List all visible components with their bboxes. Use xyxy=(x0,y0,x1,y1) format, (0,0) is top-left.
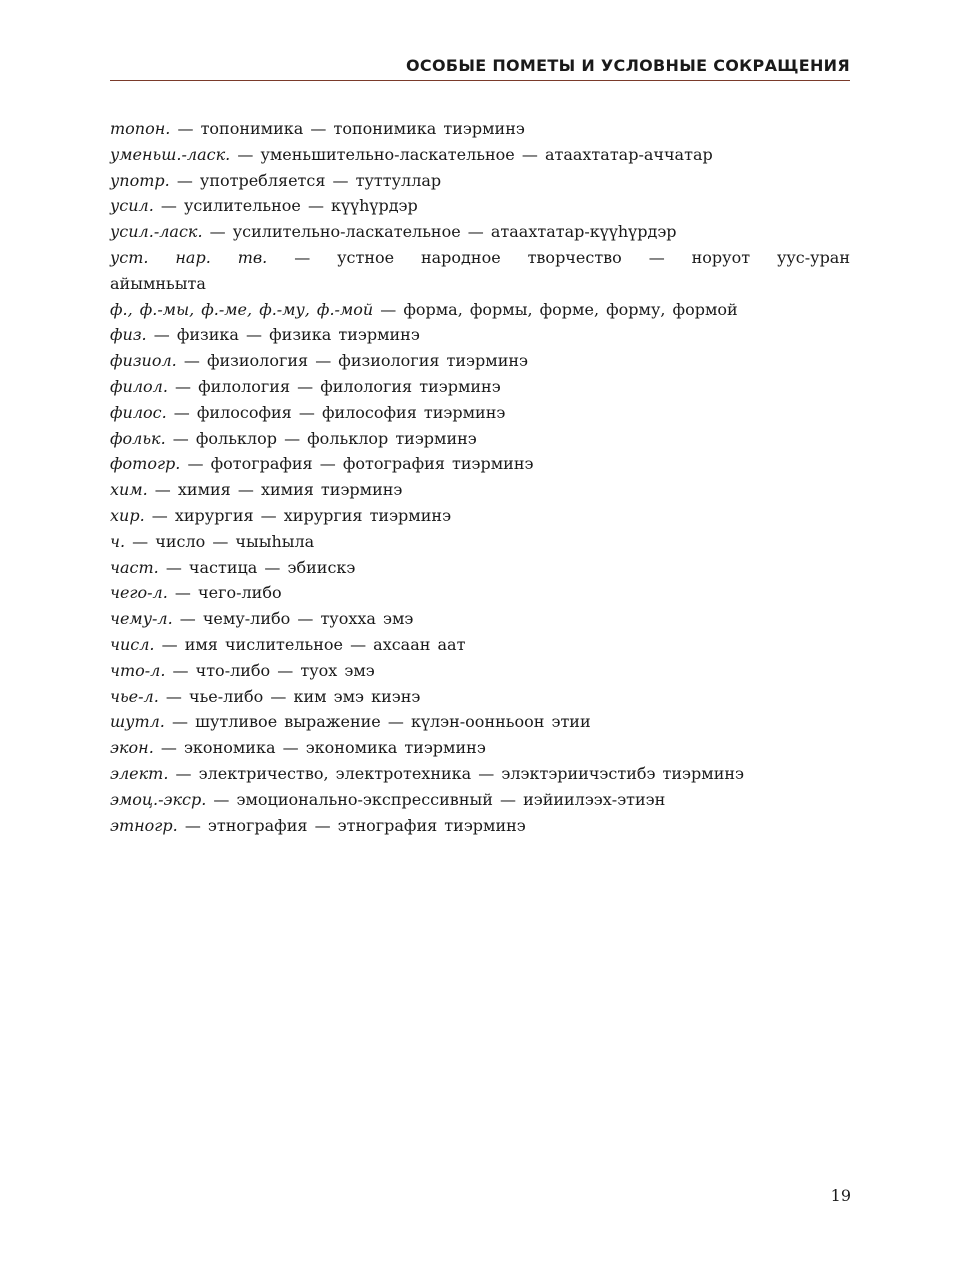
entry-dash: — xyxy=(297,609,314,629)
entry-dash: — xyxy=(270,686,287,706)
entry-sakha: филология тиэрминэ xyxy=(320,376,501,396)
entry-dash: — xyxy=(499,789,516,809)
entry-sakha: философия тиэрминэ xyxy=(321,402,506,422)
list-item xyxy=(110,142,850,168)
list-item xyxy=(110,168,850,194)
entry-sakha: хирургия тиэрминэ xyxy=(283,505,452,525)
entry-abbreviation: физиол. xyxy=(110,351,177,371)
entry-russian: химия xyxy=(177,480,231,500)
entry-abbreviation: числ. xyxy=(110,634,155,654)
list-item xyxy=(110,709,850,735)
entry-dash: — xyxy=(184,815,201,835)
list-item xyxy=(110,813,850,839)
list-item xyxy=(110,322,850,348)
entry-dash: — xyxy=(478,763,495,783)
entry-russian: форма, формы, форме, форму, формой xyxy=(403,299,738,319)
entry-dash: — xyxy=(387,712,404,732)
entry-russian: имя числительное xyxy=(184,634,343,654)
list-item xyxy=(110,348,850,374)
entry-sakha: ахсаан аат xyxy=(373,634,466,654)
entry-sakha: туох эмэ xyxy=(300,660,375,680)
entry-sakha: эбиискэ xyxy=(287,557,356,577)
entry-russian: фотография xyxy=(210,454,313,474)
entry-russian: чье-либо xyxy=(189,686,264,706)
entry-russian: эмоционально-экспрессивный xyxy=(236,789,493,809)
entry-sakha: этнография тиэрминэ xyxy=(337,815,526,835)
entry-abbreviation: уменьш.-ласк. xyxy=(110,144,231,164)
list-item xyxy=(110,451,850,477)
entry-abbreviation: эмоц.-экср. xyxy=(110,789,207,809)
entry-russian: шутливое выражение xyxy=(195,712,381,732)
entry-dash: — xyxy=(332,170,349,190)
entry-abbreviation: филос. xyxy=(110,402,167,422)
page-number: 19 xyxy=(830,1186,851,1205)
entry-sakha: туттуллар xyxy=(355,170,442,190)
running-header xyxy=(110,58,850,81)
entry-dash: — xyxy=(298,402,315,422)
list-item xyxy=(110,193,850,219)
entry-sakha: норуот уус-уран xyxy=(691,247,851,267)
entry-sakha: химия тиэрминэ xyxy=(260,480,403,500)
entry-dash: — xyxy=(314,815,331,835)
entry-russian: экономика xyxy=(183,738,276,758)
entry-sakha: элэктэриичэстибэ тиэрминэ xyxy=(501,763,744,783)
entry-dash: — xyxy=(187,454,204,474)
entry-dash: — xyxy=(172,660,189,680)
entry-dash: — xyxy=(175,376,192,396)
entry-abbreviation: употр. xyxy=(110,170,170,190)
list-item-continuation xyxy=(110,271,850,297)
entry-sakha: топонимика тиэрминэ xyxy=(333,119,525,138)
entry-dash: — xyxy=(319,454,336,474)
list-item xyxy=(110,477,850,503)
entry-dash: — xyxy=(467,222,484,242)
entry-dash: — xyxy=(212,531,229,551)
entry-dash: — xyxy=(165,686,182,706)
entry-abbreviation: этногр. xyxy=(110,815,178,835)
entry-abbreviation: ч. xyxy=(110,531,126,551)
entry-dash: — xyxy=(153,325,170,345)
entry-dash: — xyxy=(213,789,230,809)
entry-dash: — xyxy=(282,738,299,758)
list-item xyxy=(110,684,850,710)
entry-abbreviation: фольк. xyxy=(110,428,166,448)
entry-russian: число xyxy=(155,531,206,551)
entry-abbreviation: хим. xyxy=(110,480,148,500)
entry-abbreviation: чего-л. xyxy=(110,583,168,603)
entry-abbreviation: усил. xyxy=(110,196,154,216)
list-item xyxy=(110,400,850,426)
entry-dash: — xyxy=(154,480,171,500)
entry-sakha: чыыһыла xyxy=(235,531,315,551)
entry-abbreviation: шутл. xyxy=(110,712,165,732)
entry-dash: — xyxy=(350,634,367,654)
entry-dash: — xyxy=(165,557,182,577)
entry-dash: — xyxy=(161,634,178,654)
entry-russian: употребляется xyxy=(199,170,326,190)
entry-sakha: иэйиилээх-этиэн xyxy=(523,789,666,809)
entry-sakha: физика тиэрминэ xyxy=(269,325,420,345)
list-item xyxy=(110,632,850,658)
entry-sakha: фольклор тиэрминэ xyxy=(307,428,477,448)
entry-russian: уменьшительно-ласкательное xyxy=(260,144,515,164)
entry-dash: — xyxy=(237,144,254,164)
list-item xyxy=(110,297,850,323)
entry-russian: филология xyxy=(198,376,291,396)
entry-abbreviation: физ. xyxy=(110,325,147,345)
entry-dash: — xyxy=(176,170,193,190)
entry-dash: — xyxy=(160,196,177,216)
list-item xyxy=(110,606,850,632)
entry-dash: — xyxy=(175,763,192,783)
entry-russian: топонимика xyxy=(200,119,304,138)
entry-dash: — xyxy=(237,480,254,500)
entry-russian: чему-либо xyxy=(202,609,291,629)
entry-abbreviation: что-л. xyxy=(110,660,166,680)
entry-dash: — xyxy=(172,428,189,448)
entry-russian: философия xyxy=(196,402,292,422)
entry-dash: — xyxy=(264,557,281,577)
entry-dash: — xyxy=(173,402,190,422)
entry-russian: устное народное творчество xyxy=(337,247,622,267)
entry-abbreviation: уст. нар. тв. xyxy=(110,247,268,267)
entry-dash: — xyxy=(260,505,277,525)
entry-abbreviation: част. xyxy=(110,557,159,577)
entry-sakha: атаахтатар-күүһүрдэр xyxy=(490,222,677,242)
entry-russian: фольклор xyxy=(195,428,277,448)
entry-dash: — xyxy=(380,299,397,319)
entry-abbreviation: ф., ф.-мы, ф.-ме, ф.-му, ф.-мой xyxy=(110,299,374,319)
entry-dash: — xyxy=(179,609,196,629)
entry-dash: — xyxy=(183,351,200,371)
entry-dash: — xyxy=(297,376,314,396)
entry-dash: — xyxy=(246,325,263,345)
list-item xyxy=(110,529,850,555)
list-item xyxy=(110,580,850,606)
entry-russian: физиология xyxy=(206,351,309,371)
entry-sakha: атаахтатар-аччатар xyxy=(544,144,713,164)
entry-russian: хирургия xyxy=(174,505,254,525)
entry-dash: — xyxy=(151,505,168,525)
entry-abbreviation: чье-л. xyxy=(110,686,159,706)
entry-dash: — xyxy=(315,351,332,371)
list-item xyxy=(110,658,850,684)
list-item xyxy=(110,503,850,529)
entry-sakha-continued: айымньыта xyxy=(110,273,206,293)
entry-russian: усилительно-ласкательное xyxy=(232,222,461,242)
entry-dash: — xyxy=(132,531,149,551)
abbreviation-list xyxy=(110,116,850,838)
list-item xyxy=(110,245,850,271)
list-item xyxy=(110,735,850,761)
entry-abbreviation: экон. xyxy=(110,738,154,758)
entry-abbreviation: чему-л. xyxy=(110,609,173,629)
entry-sakha: экономика тиэрминэ xyxy=(305,738,486,758)
entry-abbreviation: топон. xyxy=(110,119,171,138)
entry-sakha: ким эмэ киэнэ xyxy=(293,686,421,706)
entry-dash: — xyxy=(177,119,194,138)
list-item xyxy=(110,787,850,813)
list-item xyxy=(110,374,850,400)
entry-sakha: күүһүрдэр xyxy=(331,196,418,216)
entry-abbreviation: филол. xyxy=(110,376,168,396)
entry-abbreviation: усил.-ласк. xyxy=(110,222,203,242)
entry-abbreviation: хир. xyxy=(110,505,145,525)
entry-abbreviation: элект. xyxy=(110,763,169,783)
entry-russian: чего-либо xyxy=(198,583,282,603)
list-item xyxy=(110,116,850,142)
list-item xyxy=(110,761,850,787)
list-item xyxy=(110,555,850,581)
entry-sakha: физиология тиэрминэ xyxy=(338,351,528,371)
entry-dash: — xyxy=(209,222,226,242)
entry-abbreviation: фотогр. xyxy=(110,454,181,474)
entry-dash: — xyxy=(277,660,294,680)
running-header-title: ОСОБЫЕ ПОМЕТЫ И УСЛОВНЫЕ СОКРАЩЕНИЯ xyxy=(406,56,850,75)
entry-sakha: туохха эмэ xyxy=(320,609,414,629)
entry-dash: — xyxy=(160,738,177,758)
entry-dash: — xyxy=(174,583,191,603)
entry-dash: — xyxy=(284,428,301,448)
entry-dash: — xyxy=(294,247,311,267)
entry-russian: усилительное xyxy=(184,196,301,216)
list-item xyxy=(110,219,850,245)
entry-russian: что-либо xyxy=(195,660,271,680)
entry-dash: — xyxy=(310,119,327,138)
entry-dash: — xyxy=(307,196,324,216)
entry-sakha: фотография тиэрминэ xyxy=(342,454,534,474)
entry-dash: — xyxy=(648,247,665,267)
entry-dash: — xyxy=(521,144,538,164)
list-item xyxy=(110,426,850,452)
entry-russian: частица xyxy=(188,557,258,577)
entry-russian: физика xyxy=(176,325,239,345)
entry-russian: электричество, электротехника xyxy=(198,763,472,783)
entry-sakha: күлэн-оонньоон этии xyxy=(410,712,591,732)
entry-russian: этнография xyxy=(207,815,308,835)
entry-dash: — xyxy=(171,712,188,732)
